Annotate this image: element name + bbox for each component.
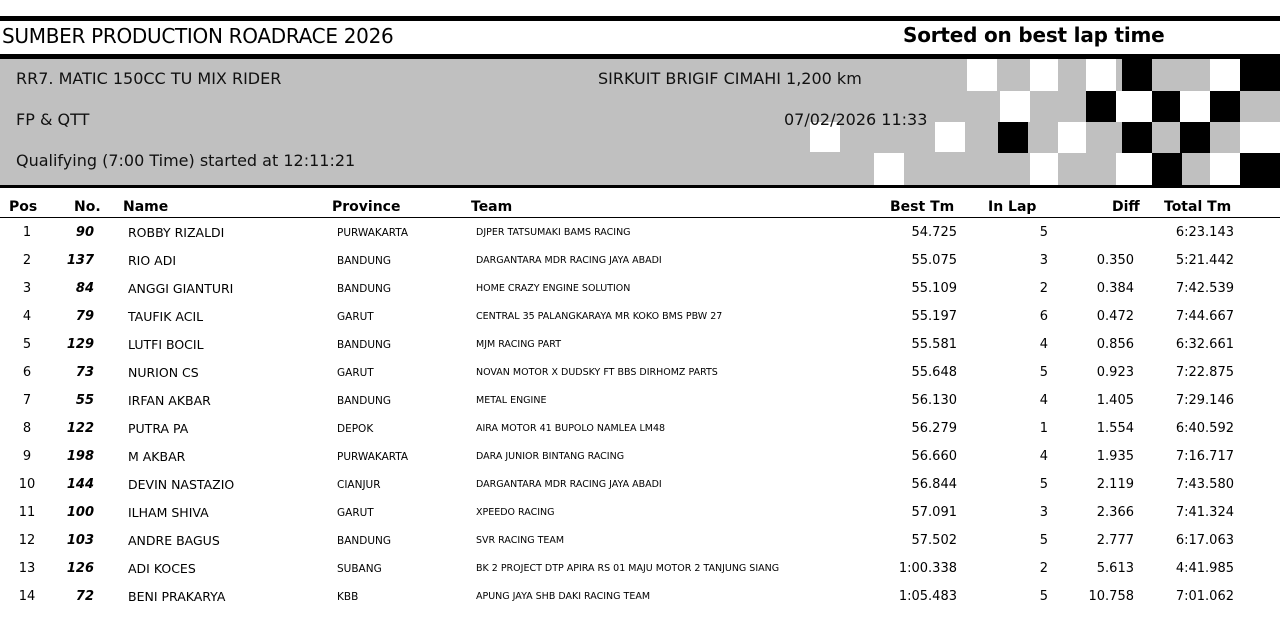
pos-cell: 12 [18, 533, 36, 548]
province-cell: GARUT [337, 367, 374, 379]
number-cell: 103 [66, 533, 94, 548]
table-row [0, 560, 1280, 588]
in-lap-cell: 1 [1039, 421, 1048, 436]
province-cell: GARUT [337, 507, 374, 519]
team-cell: DARGANTARA MDR RACING JAYA ABADI [476, 479, 662, 490]
best-time-cell: 55.197 [911, 309, 957, 324]
table-row [0, 392, 1280, 420]
in-lap-cell: 4 [1039, 393, 1048, 408]
col-diff-header: Diff [1112, 199, 1140, 215]
team-cell: CENTRAL 35 PALANGKARAYA MR KOKO BMS PBW 27 [476, 311, 723, 322]
header-underline [0, 217, 1280, 218]
team-cell: SVR RACING TEAM [476, 535, 565, 546]
province-cell: BANDUNG [337, 535, 392, 547]
session-info-panel [0, 59, 1280, 185]
pos-cell: 9 [22, 449, 32, 464]
table-row [0, 476, 1280, 504]
total-time-cell: 6:23.143 [1175, 225, 1234, 240]
diff-cell: 0.384 [1096, 281, 1134, 296]
table-row [0, 420, 1280, 448]
sort-note: Sorted on best lap time [903, 23, 1165, 47]
province-cell: BANDUNG [337, 283, 392, 295]
table-row [0, 364, 1280, 392]
name-cell: DEVIN NASTAZIO [128, 477, 235, 492]
team-cell: NOVAN MOTOR X DUDSKY FT BBS DIRHOMZ PARTS [476, 367, 718, 378]
pos-cell: 3 [22, 281, 32, 296]
name-cell: LUTFI BOCIL [128, 337, 204, 352]
name-cell: M AKBAR [128, 449, 186, 464]
diff-cell: 5.613 [1096, 561, 1134, 576]
circuit-name: SIRKUIT BRIGIF CIMAHI 1,200 km [598, 69, 862, 88]
diff-cell: 10.758 [1088, 589, 1134, 604]
number-cell: 73 [75, 365, 94, 380]
best-time-cell: 57.502 [911, 533, 957, 548]
team-cell: DARA JUNIOR BINTANG RACING [476, 451, 625, 462]
total-time-cell: 7:44.667 [1175, 309, 1234, 324]
col-total-header: Total Tm [1164, 199, 1232, 215]
diff-cell: 2.366 [1096, 505, 1134, 520]
in-lap-cell: 5 [1039, 365, 1048, 380]
name-cell: ILHAM SHIVA [128, 505, 209, 520]
province-cell: CIANJUR [337, 479, 381, 491]
panel-bottom-rule [0, 185, 1280, 188]
number-cell: 129 [66, 337, 94, 352]
name-cell: PUTRA PA [128, 421, 189, 436]
diff-cell: 1.935 [1096, 449, 1134, 464]
total-time-cell: 6:40.592 [1175, 421, 1234, 436]
best-time-cell: 56.279 [911, 421, 957, 436]
number-cell: 198 [66, 449, 94, 464]
table-row [0, 448, 1280, 476]
col-team-header: Team [471, 199, 513, 215]
in-lap-cell: 5 [1039, 225, 1048, 240]
total-time-cell: 7:22.875 [1175, 365, 1234, 380]
best-time-cell: 57.091 [911, 505, 957, 520]
best-time-cell: 1:00.338 [898, 561, 957, 576]
table-row [0, 252, 1280, 280]
table-row [0, 280, 1280, 308]
table-row [0, 336, 1280, 364]
pos-cell: 13 [18, 561, 36, 576]
in-lap-cell: 5 [1039, 589, 1048, 604]
pos-cell: 2 [22, 253, 32, 268]
best-time-cell: 56.130 [911, 393, 957, 408]
best-time-cell: 55.109 [911, 281, 957, 296]
name-cell: RIO ADI [128, 253, 177, 268]
name-cell: NURION CS [128, 365, 199, 380]
team-cell: BK 2 PROJECT DTP APIRA RS 01 MAJU MOTOR 2 TANJUNG SIANG [476, 563, 780, 574]
class-name: RR7. MATIC 150CC TU MIX RIDER [16, 69, 282, 88]
table-row [0, 308, 1280, 336]
in-lap-cell: 5 [1039, 477, 1048, 492]
total-time-cell: 6:32.661 [1175, 337, 1234, 352]
name-cell: IRFAN AKBAR [128, 393, 211, 408]
diff-cell: 1.554 [1096, 421, 1134, 436]
in-lap-cell: 6 [1039, 309, 1048, 324]
team-cell: AIRA MOTOR 41 BUPOLO NAMLEA LM48 [476, 423, 666, 434]
team-cell: METAL ENGINE [476, 395, 547, 406]
diff-cell: 1.405 [1096, 393, 1134, 408]
best-time-cell: 55.075 [911, 253, 957, 268]
diff-cell: 0.856 [1096, 337, 1134, 352]
total-time-cell: 6:17.063 [1175, 533, 1234, 548]
in-lap-cell: 3 [1039, 505, 1048, 520]
total-time-cell: 7:16.717 [1175, 449, 1234, 464]
in-lap-cell: 2 [1039, 561, 1048, 576]
diff-cell: 0.472 [1096, 309, 1134, 324]
name-cell: ANDRE BAGUS [128, 533, 220, 548]
team-cell: HOME CRAZY ENGINE SOLUTION [476, 283, 631, 294]
team-cell: DARGANTARA MDR RACING JAYA ABADI [476, 255, 662, 266]
total-time-cell: 7:43.580 [1175, 477, 1234, 492]
number-cell: 72 [75, 589, 94, 604]
session-name: FP & QTT [16, 110, 90, 129]
table-row [0, 504, 1280, 532]
province-cell: PURWAKARTA [337, 451, 409, 463]
best-time-cell: 54.725 [911, 225, 957, 240]
province-cell: SUBANG [337, 563, 382, 575]
pos-cell: 5 [22, 337, 32, 352]
in-lap-cell: 5 [1039, 533, 1048, 548]
in-lap-cell: 3 [1039, 253, 1048, 268]
number-cell: 84 [75, 281, 94, 296]
province-cell: GARUT [337, 311, 374, 323]
diff-cell: 2.777 [1096, 533, 1134, 548]
name-cell: ROBBY RIZALDI [128, 225, 225, 240]
name-cell: ADI KOCES [128, 561, 196, 576]
name-cell: ANGGI GIANTURI [128, 281, 234, 296]
col-name-header: Name [123, 199, 169, 215]
province-cell: BANDUNG [337, 255, 392, 267]
number-cell: 144 [66, 477, 94, 492]
total-time-cell: 7:01.062 [1175, 589, 1234, 604]
table-row [0, 532, 1280, 560]
team-cell: DJPER TATSUMAKI BAMS RACING [476, 227, 631, 238]
number-cell: 79 [75, 309, 94, 324]
diff-cell: 0.350 [1096, 253, 1134, 268]
number-cell: 126 [66, 561, 94, 576]
number-cell: 90 [75, 225, 94, 240]
total-time-cell: 7:42.539 [1175, 281, 1234, 296]
event-title: SUMBER PRODUCTION ROADRACE 2026 [2, 24, 394, 48]
team-cell: XPEEDO RACING [476, 507, 555, 518]
team-cell: APUNG JAYA SHB DAKI RACING TEAM [476, 591, 651, 602]
diff-cell: 0.923 [1096, 365, 1134, 380]
number-cell: 122 [66, 421, 94, 436]
pos-cell: 7 [22, 393, 32, 408]
col-no-header: No. [74, 199, 101, 215]
diff-cell: 2.119 [1096, 477, 1134, 492]
name-cell: TAUFIK ACIL [128, 309, 204, 324]
col-best-header: Best Tm [890, 199, 955, 215]
col-pos-header: Pos [9, 199, 38, 215]
best-time-cell: 56.844 [911, 477, 957, 492]
province-cell: PURWAKARTA [337, 227, 409, 239]
best-time-cell: 55.648 [911, 365, 957, 380]
col-province-header: Province [332, 199, 401, 215]
pos-cell: 10 [18, 477, 36, 492]
pos-cell: 11 [18, 505, 36, 520]
total-time-cell: 4:41.985 [1175, 561, 1234, 576]
number-cell: 100 [66, 505, 94, 520]
pos-cell: 6 [22, 365, 32, 380]
total-time-cell: 7:41.324 [1175, 505, 1234, 520]
top-rule [0, 16, 1280, 21]
best-time-cell: 56.660 [911, 449, 957, 464]
team-cell: MJM RACING PART [476, 339, 562, 350]
best-time-cell: 55.581 [911, 337, 957, 352]
col-inlap-header: In Lap [988, 199, 1037, 215]
table-row [0, 588, 1280, 616]
province-cell: KBB [337, 591, 359, 603]
table-row [0, 224, 1280, 252]
province-cell: BANDUNG [337, 395, 392, 407]
number-cell: 137 [66, 253, 94, 268]
pos-cell: 8 [22, 421, 32, 436]
province-cell: DEPOK [337, 423, 374, 435]
in-lap-cell: 4 [1039, 337, 1048, 352]
province-cell: BANDUNG [337, 339, 392, 351]
number-cell: 55 [75, 393, 94, 408]
session-datetime: 07/02/2026 11:33 [784, 110, 928, 129]
session-start-text: Qualifying (7:00 Time) started at 12:11:21 [16, 151, 356, 170]
pos-cell: 14 [18, 589, 36, 604]
in-lap-cell: 2 [1039, 281, 1048, 296]
pos-cell: 4 [22, 309, 32, 324]
best-time-cell: 1:05.483 [898, 589, 957, 604]
name-cell: BENI PRAKARYA [128, 589, 226, 604]
in-lap-cell: 4 [1039, 449, 1048, 464]
total-time-cell: 5:21.442 [1175, 253, 1234, 268]
total-time-cell: 7:29.146 [1175, 393, 1234, 408]
pos-cell: 1 [22, 225, 32, 240]
